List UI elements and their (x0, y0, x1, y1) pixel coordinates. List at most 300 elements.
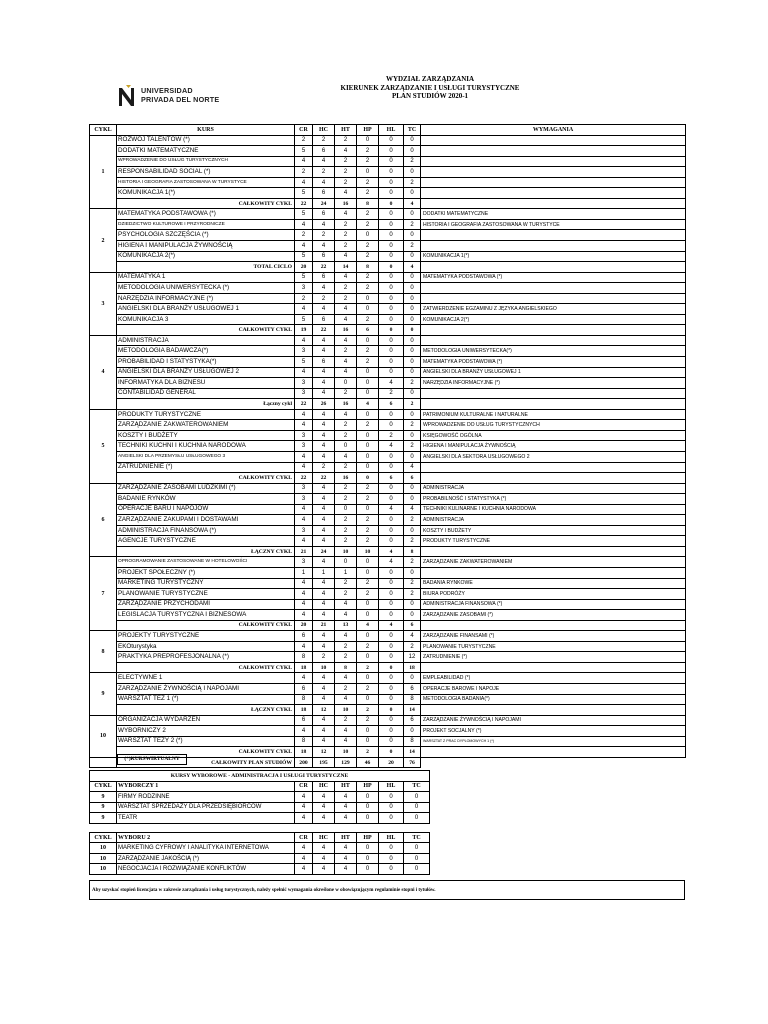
course-value: 0 (379, 357, 404, 368)
course-value: 0 (379, 673, 404, 684)
elective-value: 4 (295, 792, 313, 803)
course-name: WARSZTAT TEZY 2 (*) (117, 736, 295, 747)
course-value: 4 (313, 156, 335, 167)
course-value: 4 (313, 504, 335, 515)
course-value: 2 (295, 293, 313, 304)
course-value: 0 (379, 652, 404, 663)
course-value: 4 (404, 504, 421, 515)
elective-cycle: 10 (90, 843, 117, 854)
course-value: 0 (404, 451, 421, 462)
course-value: 4 (295, 367, 313, 378)
elective-name: WARSZTAT SPRZEDAŻY DLA PRZEDSIĘBIORCÓW (117, 802, 295, 813)
cycle-total-value: 24 (313, 546, 335, 557)
electives-header-row (90, 832, 430, 843)
course-name: PLANOWANIE TURYSTYCZNE (117, 589, 295, 600)
cycle-number: 10 (90, 715, 117, 757)
course-name: HISTORIA I GEOGRAFIA ZASTOSOWANA W TURYSTYCE (117, 177, 295, 188)
course-value: 0 (379, 420, 404, 431)
course-value: 2 (404, 441, 421, 452)
elective-value: 4 (313, 792, 335, 803)
course-value: 2 (335, 177, 357, 188)
course-value: 0 (379, 230, 404, 241)
course-value: 4 (313, 483, 335, 494)
course-value: 4 (313, 304, 335, 315)
elective-value: 0 (357, 864, 379, 875)
course-name: PROJEKTY TURYSTYCZNE (117, 631, 295, 642)
cycle-total-blank (421, 620, 686, 631)
course-row (90, 589, 686, 600)
cycle-total-label: ŁĄCZNY CYKL (117, 705, 295, 716)
course-value: 3 (295, 388, 313, 399)
course-value: 4 (335, 188, 357, 199)
course-value: 2 (357, 156, 379, 167)
elective-cycle: 10 (90, 853, 117, 864)
course-value: 4 (335, 599, 357, 610)
electives-column-header: HL (379, 832, 404, 843)
course-value: 4 (295, 219, 313, 230)
course-row (90, 335, 686, 346)
course-row (90, 420, 686, 431)
course-value: 8 (404, 694, 421, 705)
electives-column-header: CR (295, 832, 313, 843)
cycle-total-value: 10 (335, 546, 357, 557)
course-value: 0 (379, 167, 404, 178)
course-value: 4 (313, 388, 335, 399)
course-value: 5 (295, 209, 313, 220)
course-value: 4 (313, 694, 335, 705)
course-value: 6 (295, 631, 313, 642)
cycle-total-value: 6 (357, 325, 379, 336)
course-value: 2 (313, 135, 335, 146)
course-value: 0 (379, 462, 404, 473)
elective-value: 4 (295, 802, 313, 813)
course-value: 4 (313, 631, 335, 642)
course-value: 2 (404, 378, 421, 389)
course-value: 2 (357, 536, 379, 547)
course-requirement: WPROWADZENIE DO USŁUG TURYSTYCZNYCH (421, 420, 686, 431)
course-row (90, 357, 686, 368)
course-value: 0 (335, 378, 357, 389)
course-value: 0 (357, 388, 379, 399)
course-value: 0 (379, 335, 404, 346)
grand-total-blank (90, 757, 117, 768)
cycle-total-blank (421, 325, 686, 336)
electives-column-header: HC (313, 832, 335, 843)
cycle-total-value: 16 (335, 399, 357, 410)
elective-value: 4 (335, 802, 357, 813)
cycle-total-value: 2 (357, 747, 379, 758)
cycle-number: 6 (90, 483, 117, 557)
course-value: 4 (335, 367, 357, 378)
electives-column-header: HT (335, 781, 357, 792)
course-value: 6 (313, 314, 335, 325)
course-value: 4 (295, 515, 313, 526)
course-value: 4 (313, 283, 335, 294)
course-value: 4 (335, 251, 357, 262)
course-value: 0 (357, 673, 379, 684)
course-value: 4 (313, 515, 335, 526)
course-value: 2 (335, 420, 357, 431)
electives-title: KURSY WYBOROWE - ADMINISTRACJA I USŁUGI TURYSTYCZNE (90, 771, 430, 782)
course-value: 4 (404, 462, 421, 473)
course-name: ANGIELSKI DLA BRANŻY USŁUGOWEJ 1 (117, 304, 295, 315)
cycle-total-value: 16 (335, 473, 357, 484)
course-requirement (421, 135, 686, 146)
course-row (90, 272, 686, 283)
course-value: 0 (404, 525, 421, 536)
course-value: 4 (295, 641, 313, 652)
course-requirement (421, 567, 686, 578)
course-value: 2 (313, 293, 335, 304)
course-value: 4 (313, 420, 335, 431)
elective-value: 0 (404, 843, 430, 854)
course-value: 0 (404, 409, 421, 420)
course-value: 0 (357, 293, 379, 304)
cycle-number: 3 (90, 272, 117, 335)
course-name: WYBORNICZY 2 (117, 726, 295, 737)
course-value: 4 (335, 736, 357, 747)
course-value: 2 (335, 494, 357, 505)
course-value: 0 (379, 314, 404, 325)
course-row (90, 304, 686, 315)
course-value: 0 (379, 188, 404, 199)
course-name: ELECTYWNE 1 (117, 673, 295, 684)
course-requirement (421, 188, 686, 199)
cycle-total-value: 6 (404, 620, 421, 631)
course-row (90, 578, 686, 589)
course-value: 0 (357, 409, 379, 420)
course-value: 2 (357, 641, 379, 652)
course-value: 0 (379, 209, 404, 220)
spacer-cell (90, 823, 430, 832)
table-header-row (90, 125, 686, 136)
course-value: 4 (313, 589, 335, 600)
course-value: 0 (404, 272, 421, 283)
grand-total-blank-req (421, 757, 686, 768)
course-value: 2 (357, 715, 379, 726)
course-name: PRODUKTY TURYSTYCZNE (117, 409, 295, 420)
cycle-total-value: 26 (313, 399, 335, 410)
course-value: 0 (335, 441, 357, 452)
elective-row (90, 802, 430, 813)
course-value: 4 (295, 304, 313, 315)
cycle-total-value: 10 (335, 747, 357, 758)
course-value: 2 (335, 283, 357, 294)
course-value: 4 (313, 557, 335, 568)
electives-column-header: CYKL (90, 781, 117, 792)
cycle-total-row (90, 198, 686, 209)
course-value: 0 (357, 694, 379, 705)
course-row (90, 736, 686, 747)
course-value: 2 (313, 167, 335, 178)
course-requirement: METODOLOGIA UNIWERSYTECKA(*) (421, 346, 686, 357)
course-value: 2 (357, 146, 379, 157)
course-value: 4 (295, 726, 313, 737)
electives-column-header: HL (379, 781, 404, 792)
cycle-total-value: 14 (335, 262, 357, 273)
cycle-total-row (90, 705, 686, 716)
course-value: 4 (295, 409, 313, 420)
course-requirement: WARSZTAT Z PRAC DYPLOMOWYCH 1 (*) (421, 736, 686, 747)
plan-title: PLAN STUDIÓW 2020-1 (391, 92, 469, 101)
course-value: 0 (404, 188, 421, 199)
grand-total-value: 129 (335, 757, 357, 768)
elective-value: 0 (357, 792, 379, 803)
elective-value: 4 (335, 864, 357, 875)
cycle-total-blank (421, 473, 686, 484)
cycle-total-value: 2 (357, 705, 379, 716)
course-requirement: MATEMATYKA PODSTAWOWA (*) (421, 272, 686, 283)
cycle-total-value: 22 (313, 473, 335, 484)
course-row (90, 430, 686, 441)
course-row (90, 314, 686, 325)
course-value: 2 (357, 483, 379, 494)
course-value: 6 (295, 715, 313, 726)
course-value: 6 (313, 146, 335, 157)
course-value: 2 (335, 293, 357, 304)
course-value: 0 (379, 494, 404, 505)
course-value: 4 (295, 504, 313, 515)
elective-value: 4 (335, 843, 357, 854)
cycle-total-value: 19 (295, 325, 313, 336)
course-value: 0 (404, 430, 421, 441)
course-row (90, 494, 686, 505)
cycle-number: 2 (90, 209, 117, 272)
course-requirement: KOMUNIKACJA 1(*) (421, 251, 686, 262)
course-value: 0 (404, 335, 421, 346)
course-value: 1 (335, 567, 357, 578)
course-value: 2 (357, 283, 379, 294)
course-value: 0 (404, 293, 421, 304)
cycle-total-value: 6 (404, 473, 421, 484)
course-requirement: ZARZĄDZANIE ZASOBAMI (*) (421, 610, 686, 621)
column-header: HC (313, 125, 335, 136)
course-requirement: NARZĘDZIA INFORMACYJNE (*) (421, 378, 686, 389)
course-value: 0 (404, 314, 421, 325)
course-value: 2 (335, 219, 357, 230)
course-value: 4 (295, 156, 313, 167)
cycle-total-value: 12 (313, 747, 335, 758)
course-requirement: METODOLOGIA BADANIA(*) (421, 694, 686, 705)
course-value: 4 (295, 536, 313, 547)
course-row (90, 715, 686, 726)
course-value: 12 (404, 652, 421, 663)
course-value: 0 (357, 304, 379, 315)
course-value: 2 (335, 641, 357, 652)
cycle-total-row (90, 325, 686, 336)
course-row (90, 367, 686, 378)
course-value: 2 (404, 420, 421, 431)
course-name: MARKETING TURYSTYCZNY (117, 578, 295, 589)
elective-row (90, 813, 430, 824)
cycle-total-value: 16 (335, 325, 357, 336)
course-value: 2 (357, 578, 379, 589)
course-value: 0 (404, 167, 421, 178)
course-value: 2 (335, 515, 357, 526)
course-requirement: ANGIELSKI DLA BRANŻY USŁUGOWEJ 1 (421, 367, 686, 378)
course-value: 4 (335, 146, 357, 157)
course-row (90, 504, 686, 515)
course-value: 3 (295, 441, 313, 452)
electives-column-header: HP (357, 781, 379, 792)
course-requirement: ADMINISTRACJA (421, 483, 686, 494)
grand-total-value: 20 (379, 757, 404, 768)
course-value: 4 (313, 451, 335, 462)
column-header: HT (335, 125, 357, 136)
cycle-number: 8 (90, 631, 117, 673)
course-row (90, 156, 686, 167)
course-requirement: OPERACJE BAROWE I NAPOJE (421, 683, 686, 694)
course-requirement: PROJEKT SOCJALNY (*) (421, 726, 686, 737)
course-value: 4 (313, 599, 335, 610)
electives-spacer-row (90, 823, 430, 832)
course-requirement: EMPLEABILIDAD (*) (421, 673, 686, 684)
course-requirement: BADANIA RYNKOWE (421, 578, 686, 589)
column-header: KURS (117, 125, 295, 136)
cycle-total-value: 2 (357, 662, 379, 673)
course-value: 0 (357, 462, 379, 473)
course-value: 5 (295, 314, 313, 325)
course-requirement: MATEMATYKA PODSTAWOWA (*) (421, 357, 686, 368)
electives-column-header: HC (313, 781, 335, 792)
course-name: AGENCJE TURYSTYCZNE (117, 536, 295, 547)
course-value: 2 (404, 515, 421, 526)
course-value: 0 (379, 715, 404, 726)
course-value: 0 (379, 146, 404, 157)
course-value: 0 (404, 494, 421, 505)
electives-column-header: WYBORCZY 1 (117, 781, 295, 792)
course-value: 2 (295, 135, 313, 146)
cycle-total-blank (421, 546, 686, 557)
course-requirement: BIURA PODRÓŻY (421, 589, 686, 600)
elective-value: 0 (404, 802, 430, 813)
course-row (90, 726, 686, 737)
course-name: TECHNIKI KUCHNI I KUCHNIA NARODOWA (117, 441, 295, 452)
course-name: ZARZĄDZANIE ZAKUPAMI I DOSTAWAMI (117, 515, 295, 526)
cycle-total-value: 8 (357, 198, 379, 209)
course-value: 2 (379, 388, 404, 399)
study-plan-table (89, 124, 686, 768)
course-value: 0 (379, 726, 404, 737)
course-row (90, 610, 686, 621)
course-value: 0 (357, 335, 379, 346)
university-logo (117, 84, 227, 108)
course-value: 2 (357, 494, 379, 505)
faculty-title: WYDZIAŁ ZARZĄDZANIA (385, 75, 475, 83)
course-requirement: HISTORIA I GEOGRAFIA ZASTOSOWANA W TURYSTYCE (421, 219, 686, 230)
course-row (90, 146, 686, 157)
course-name: CONTABILIDAD GENERAL (117, 388, 295, 399)
course-value: 2 (357, 177, 379, 188)
course-row (90, 652, 686, 663)
cycle-total-label: CAŁKOWITY CYKL (117, 325, 295, 336)
course-value: 2 (335, 346, 357, 357)
course-name: PRAKTYKA PREPROFESJONALNA (*) (117, 652, 295, 663)
course-name: ZARZĄDZANIE ZAKWATEROWANIEM (117, 420, 295, 431)
course-value: 5 (295, 357, 313, 368)
course-name: ZATRUDNIENIE (*) (117, 462, 295, 473)
course-value: 0 (404, 599, 421, 610)
course-value: 0 (404, 304, 421, 315)
course-value: 4 (295, 610, 313, 621)
elective-value: 4 (335, 813, 357, 824)
course-value: 0 (357, 631, 379, 642)
cycle-total-value: 18 (295, 747, 313, 758)
course-row (90, 241, 686, 252)
course-value: 2 (335, 683, 357, 694)
electives-column-header: CR (295, 781, 313, 792)
cycle-total-row (90, 262, 686, 273)
column-header: TC (404, 125, 421, 136)
course-value: 2 (404, 578, 421, 589)
course-requirement: ZATWIERDZENIE EGZAMINU Z JĘZYKA ANGIELSKIEGO (421, 304, 686, 315)
course-value: 2 (357, 219, 379, 230)
course-name: ORGANIZACJA WYDARZEŃ (117, 715, 295, 726)
course-value: 2 (335, 483, 357, 494)
course-value: 0 (404, 610, 421, 621)
electives-table (89, 770, 430, 875)
course-row (90, 441, 686, 452)
course-value: 2 (357, 589, 379, 600)
course-value: 0 (404, 283, 421, 294)
cycle-total-value: 22 (295, 399, 313, 410)
course-value: 0 (379, 599, 404, 610)
course-name: KOMUNIKACJA 3 (117, 314, 295, 325)
course-value: 4 (313, 219, 335, 230)
elective-value: 0 (379, 802, 404, 813)
cycle-number: 7 (90, 557, 117, 631)
course-row (90, 451, 686, 462)
course-value: 2 (357, 683, 379, 694)
course-row (90, 251, 686, 262)
course-requirement: KOSZTY I BUDŻETY (421, 525, 686, 536)
cycle-total-value: 22 (295, 473, 313, 484)
course-value: 4 (295, 578, 313, 589)
course-value: 4 (295, 462, 313, 473)
elective-name: TEATR (117, 813, 295, 824)
course-value: 0 (379, 610, 404, 621)
course-value: 2 (404, 641, 421, 652)
course-value: 0 (404, 230, 421, 241)
course-row (90, 188, 686, 199)
course-value: 0 (357, 736, 379, 747)
course-value: 3 (295, 430, 313, 441)
course-value: 2 (335, 135, 357, 146)
course-name: DZIEDZICTWO KULTUROWE I PRZYRODNICZE (117, 219, 295, 230)
cycle-total-value: 4 (404, 198, 421, 209)
course-value: 2 (335, 241, 357, 252)
course-row (90, 483, 686, 494)
course-name: ANGIELSKI DLA BRANŻY USŁUGOWEJ 2 (117, 367, 295, 378)
course-name: BADANIE RYNKÓW (117, 494, 295, 505)
course-value: 4 (313, 525, 335, 536)
electives-title-row (90, 771, 430, 782)
course-value: 2 (357, 357, 379, 368)
course-value: 2 (335, 525, 357, 536)
cycle-total-value: 4 (357, 399, 379, 410)
course-value: 3 (295, 346, 313, 357)
course-name: PROBABILIDAD I STATYSTYKA(*) (117, 357, 295, 368)
course-value: 0 (379, 736, 404, 747)
course-value: 2 (404, 156, 421, 167)
cycle-total-value: 0 (379, 662, 404, 673)
course-value: 2 (313, 230, 335, 241)
course-row (90, 683, 686, 694)
course-value: 3 (295, 378, 313, 389)
course-value: 4 (313, 536, 335, 547)
course-value: 6 (313, 357, 335, 368)
course-value: 0 (357, 378, 379, 389)
